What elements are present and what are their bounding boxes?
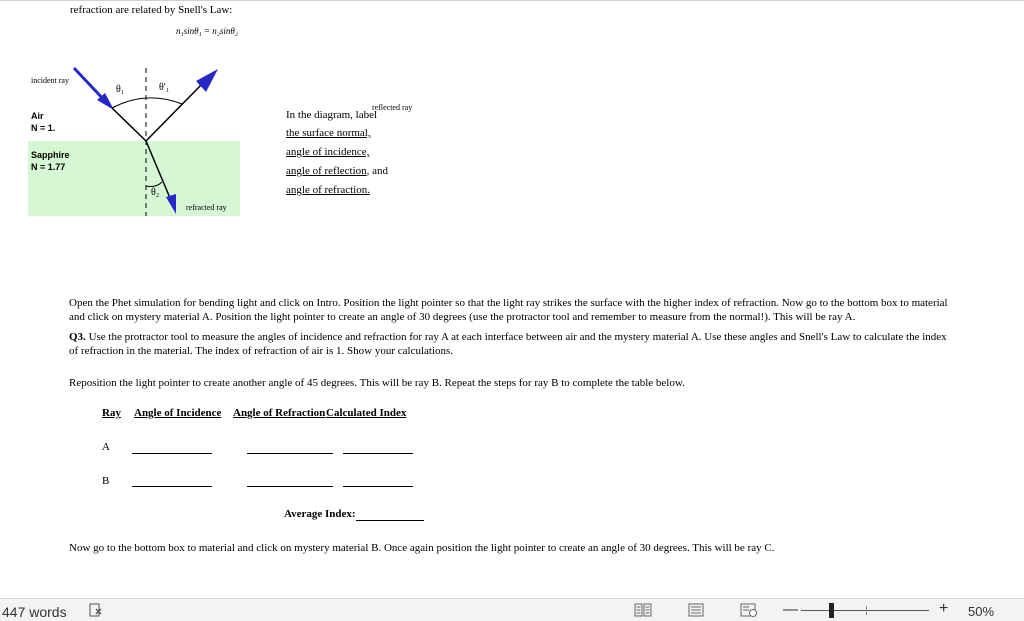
table-header-index: Calculated Index [326, 407, 407, 419]
row-b-refraction-blank[interactable] [247, 486, 333, 487]
zoom-slider-thumb[interactable] [829, 603, 834, 618]
medium1-name: Air [31, 111, 44, 121]
q3-text: Use the protractor tool to measure the angles of incidence and refraction for ray A at each interface between air and the mystery material A. Use these angles and Snell's Law to calculate the index of refraction in the material. The index of refraction of air is 1. Show your calculations. [69, 331, 947, 357]
instruction-angle-reflection-line [286, 165, 388, 178]
print-layout-icon[interactable] [687, 603, 705, 617]
reflected-ray-label: reflected ray [372, 103, 413, 112]
theta2-label: θ₂ [151, 187, 160, 198]
zoom-level[interactable]: 50% [968, 604, 995, 619]
web-layout-icon[interactable] [740, 603, 758, 617]
snell-intro-text: refraction are related by Snell's Law: [70, 4, 233, 16]
and-word: and [372, 165, 389, 177]
incident-ray-lower [112, 108, 146, 141]
zoom-out-button[interactable]: — [783, 601, 798, 618]
row-a-incidence-blank[interactable] [132, 453, 212, 454]
reposition-paragraph: Reposition the light pointer to create another angle of 45 degrees. This will be ray B. Repeat the steps for ray B to complete the table below. [69, 377, 685, 389]
medium2-name: Sapphire [31, 150, 70, 160]
zoom-in-button[interactable]: + [939, 600, 949, 617]
row-a-index-blank[interactable] [343, 453, 413, 454]
q3-label: Q3. [69, 331, 86, 343]
theta1-label: θ₁ [116, 84, 125, 95]
phet-instructions-paragraph: Open the Phet simulation for bending light and click on Intro. Position the light pointer so that the light ray strikes the surface with the higher index of refraction. Now go to the bottom box to material and click on mystery material A. Position the light pointer to create an angle of 30 degrees (use the protractor tool and remember to measure from the normal!). This will be ray A. [69, 297, 948, 323]
theta1-prime-label: θ′₁ [159, 82, 170, 93]
q3-paragraph [69, 331, 949, 358]
page-top-edge [0, 0, 1024, 1]
reflected-ray [146, 82, 204, 141]
instruction-surface-normal: the surface normal, [286, 127, 371, 139]
word-count[interactable]: 447 words [2, 604, 67, 620]
average-index-blank[interactable] [356, 520, 424, 521]
average-index-label: Average Index: [284, 508, 356, 520]
refraction-diagram [28, 64, 244, 220]
row-b-index-blank[interactable] [343, 486, 413, 487]
row-b-incidence-blank[interactable] [132, 486, 212, 487]
instruction-angle-incidence: angle of incidence, [286, 146, 370, 158]
table-row-b-label: B [102, 475, 110, 487]
instruction-angle-reflection: angle of reflection [286, 165, 367, 177]
status-bar [0, 598, 1024, 621]
table-header-incidence: Angle of Incidence [134, 407, 222, 419]
instructions-line1: In the diagram, label [286, 109, 378, 121]
incidence-angle-arc [112, 98, 182, 108]
zoom-slider-track[interactable] [801, 610, 929, 611]
snell-formula: n₁sinθ₁ = n₂sinθ₂ [176, 26, 238, 36]
row-a-refraction-blank[interactable] [247, 453, 333, 454]
medium2-index: N = 1.77 [31, 162, 66, 172]
table-header-ray: Ray [102, 407, 121, 419]
proofing-error-icon[interactable] [89, 603, 103, 617]
comma: , [366, 165, 373, 177]
table-row-a-label: A [102, 441, 110, 453]
table-header-refraction: Angle of Refraction [233, 407, 326, 419]
zoom-slider-100-tick [866, 606, 867, 615]
refracted-ray-label: refracted ray [186, 203, 227, 212]
incident-ray-label: incident ray [31, 76, 69, 85]
instruction-angle-refraction: angle of refraction. [286, 184, 370, 196]
read-mode-icon[interactable] [634, 603, 652, 617]
ray-c-paragraph: Now go to the bottom box to material and click on mystery material B. Once again position the light pointer to create an angle of 30 degrees. This will be ray C. [69, 542, 775, 554]
medium1-index: N = 1. [31, 123, 56, 133]
